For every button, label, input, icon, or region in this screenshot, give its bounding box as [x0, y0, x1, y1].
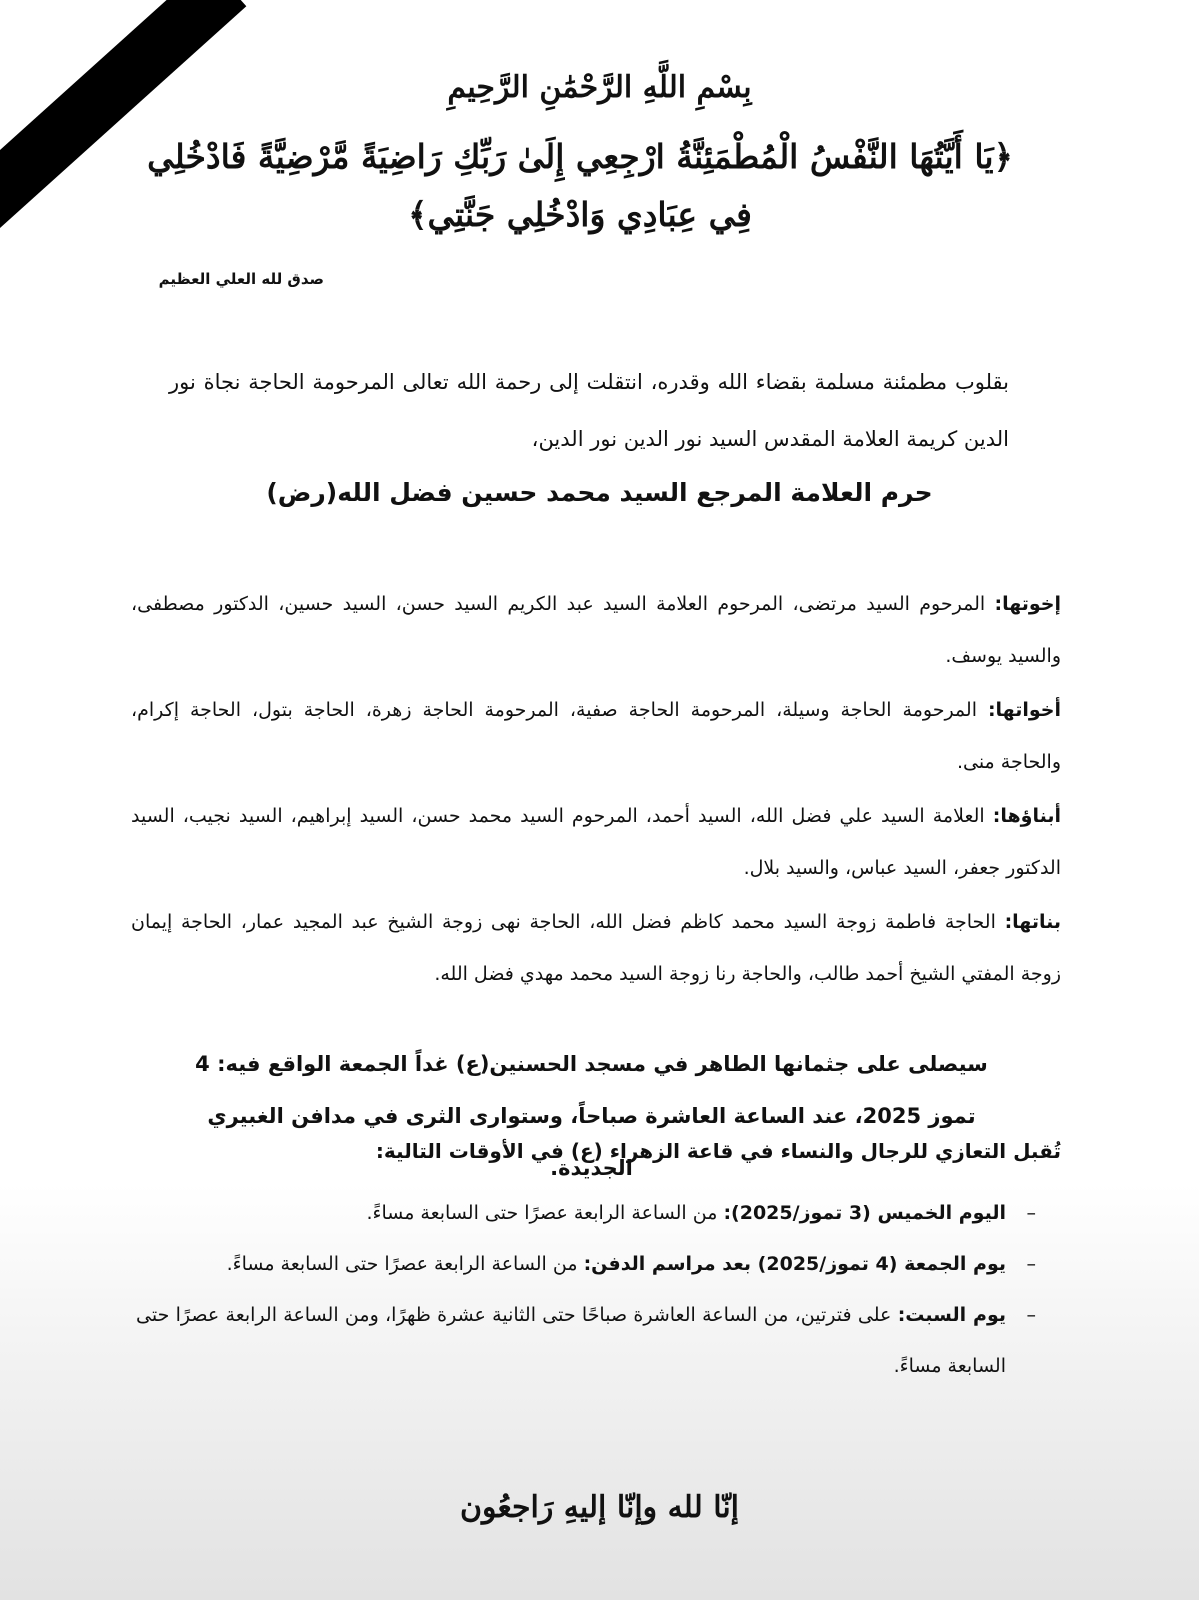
family-label: إخوتها: — [994, 593, 1061, 615]
dash-bullet: – — [1026, 1202, 1036, 1224]
schedule-day: يوم السبت: — [897, 1304, 1006, 1326]
schedule-time: من الساعة الرابعة عصرًا حتى السابعة مساءً. — [366, 1202, 724, 1224]
family-entry-sons — [131, 790, 1061, 894]
schedule-day: اليوم الخميس (3 تموز/2025): — [723, 1202, 1006, 1224]
schedule-item — [136, 1188, 1036, 1239]
death-announcement: بقلوب مطمئنة مسلمة بقضاء الله وقدره، انتقلت إلى رحمة الله تعالى المرحومة الحاجة نجاة نور الدين كريمة العلامة المقدس السيد نور الدين نور الدين، — [169, 370, 1009, 451]
dash-bullet: – — [1026, 1304, 1036, 1326]
quran-verse: ﴿يَا أَيَّتُهَا النَّفْسُ الْمُطْمَئِنَّةُ ارْجِعِي إِلَىٰ رَبِّكِ رَاضِيَةً مَّرْضِيَّةً فَادْخُلِي فِي عِبَادِي وَادْخُلِي جَنَّتِي﴾ — [147, 137, 1013, 234]
schedule-time: على فترتين، من الساعة العاشرة صباحًا حتى الثانية عشرة ظهرًا، ومن الساعة الرابعة عصرًا حتى السابعة مساءً. — [136, 1304, 1006, 1377]
family-label: أخواتها: — [987, 699, 1061, 721]
family-entry-sisters — [131, 684, 1061, 788]
family-list — [131, 578, 1061, 1002]
schedule-time: من الساعة الرابعة عصرًا حتى السابعة مساءً. — [226, 1253, 584, 1275]
schedule-item — [136, 1290, 1036, 1392]
funeral-details: سيصلى على جثمانها الطاهر في مسجد الحسنين(ع) غداً الجمعة الواقع فيه: 4 تموز 2025، عند الساعة العاشرة صباحاً، وستوارى الثرى في مدافن الغبيري الجديدة. — [195, 1052, 988, 1180]
family-names: الحاجة فاطمة زوجة السيد محمد كاظم فضل الله، الحاجة نهى زوجة الشيخ عبد المجيد عمار، الحاجة إيمان زوجة المفتي الشيخ أحمد طالب، والحاجة رنا زوجة السيد محمد مهدي فضل الله. — [131, 911, 1061, 985]
family-entry-brothers — [131, 578, 1061, 682]
schedule-item — [136, 1239, 1036, 1290]
condolences-heading: تُقبل التعازي للرجال والنساء في قاعة الزهراء (ع) في الأوقات التالية: — [375, 1139, 1061, 1163]
condolences-schedule — [136, 1188, 1036, 1392]
family-entry-daughters — [131, 896, 1061, 1000]
schedule-day: يوم الجمعة (4 تموز/2025) بعد مراسم الدفن: — [583, 1253, 1006, 1275]
wife-of-line: حرم العلامة المرجع السيد محمد حسين فضل الله(رض) — [266, 478, 933, 507]
family-label: بناتها: — [1004, 911, 1061, 933]
family-names: المرحومة الحاجة وسيلة، المرحومة الحاجة صفية، المرحومة الحاجة زهرة، الحاجة بتول، الحاجة إكرام، والحاجة منى. — [131, 699, 1061, 773]
family-label: أبناؤها: — [992, 805, 1061, 827]
dash-bullet: – — [1026, 1253, 1036, 1275]
sadaq-line: صدق لله العلي العظيم — [158, 270, 324, 288]
family-names: المرحوم السيد مرتضى، المرحوم العلامة السيد عبد الكريم السيد حسن، السيد حسين، الدكتور مصطفى، والسيد يوسف. — [131, 593, 1061, 667]
family-names: العلامة السيد علي فضل الله، السيد أحمد، المرحوم السيد محمد حسن، السيد إبراهيم، السيد نجيب، السيد الدكتور جعفر، السيد عباس، والسيد بلال. — [131, 805, 1061, 879]
closing-phrase: إنّا لله وإنّا إليهِ رَاجعُون — [459, 1490, 740, 1525]
basmala: بِسْمِ اللَّهِ الرَّحْمَٰنِ الرَّحِيمِ — [447, 70, 752, 105]
